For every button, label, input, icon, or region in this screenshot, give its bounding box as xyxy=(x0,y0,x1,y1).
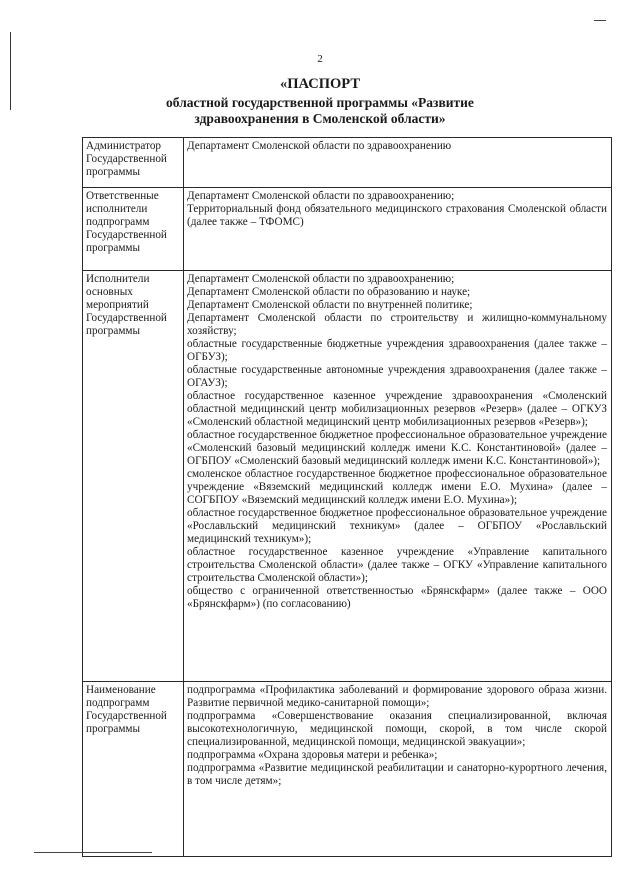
row-label xyxy=(83,682,184,857)
label-line: подпрограмм xyxy=(86,697,150,709)
content-item: Территориальный фонд обязательного медицинского страхования Смоленской области (далее также – ТФОМС) xyxy=(187,203,607,228)
label-line: исполнители xyxy=(86,203,148,215)
table-row-administrator xyxy=(83,138,612,188)
table-row-subprograms xyxy=(83,682,612,857)
document-subtitle-line-2: здравоохранения в Смоленской области» xyxy=(194,111,446,126)
label-line: Ответственные xyxy=(86,190,159,202)
content-item: подпрограмма «Профилактика заболеваний и формирование здорового образа жизни. Развитие первичной медико-санитарной помощи»; xyxy=(187,684,607,709)
footer-rule xyxy=(34,852,152,853)
label-line: программы xyxy=(86,242,140,254)
label-line: программы xyxy=(86,325,140,337)
label-line: мероприятий xyxy=(86,299,149,311)
content-item: областные государственные бюджетные учреждения здравоохранения (далее также – ОГБУЗ); xyxy=(187,338,607,363)
content-item: областное государственное бюджетное профессиональное образовательное учреждение «Рославльский медицинский техникум» (далее – ОГБПОУ «Рославльский медицинский техникум»); xyxy=(187,507,607,545)
row-content xyxy=(184,271,612,682)
table-row-responsible-executors xyxy=(83,188,612,271)
label-line: программы xyxy=(86,166,140,178)
content-item: областное государственное бюджетное профессиональное образовательное учреждение «Смоленский базовый медицинский колледж имени К.С. Константиновой» (далее – ОГБПОУ «Смоленский базовый медицинский колледж имени К.С. Константиновой»); xyxy=(187,429,607,467)
content-item: подпрограмма «Охрана здоровья матери и ребенка»; xyxy=(187,749,438,761)
label-line: Государственной xyxy=(86,312,167,324)
content-item: Департамент Смоленской области по внутренней политике; xyxy=(187,299,473,311)
document-subtitle-line-1: областной государственной программы «Развитие xyxy=(166,95,474,110)
content-item: Департамент Смоленской области по образованию и науке; xyxy=(187,286,471,298)
label-line: Исполнители xyxy=(86,273,150,285)
content-item: областное государственное казенное учреждение здравоохранения «Смоленский областной медицинский центр мобилизационных резервов «Резерв» (далее – ОГКУЗ «Смоленский областной медицинский центр мобилизационных резервов «Резерв»); xyxy=(187,390,607,428)
content-item: Департамент Смоленской области по здравоохранению; xyxy=(187,190,455,202)
content-item: подпрограмма «Совершенствование оказания специализированной, включая высокотехнологичную, медицинской помощи, скорой, в том числе скорой специализированной, медицинской помощи, медицинской эвакуации»; xyxy=(187,710,607,748)
label-line: Администратор xyxy=(86,140,162,152)
content-item: областное государственное казенное учреждение «Управление капитального строительства Смоленской области» (далее также – ОГКУ «Управление капитального строительства Смоленской области»); xyxy=(187,546,607,584)
row-label xyxy=(83,188,184,271)
content-item: Департамент Смоленской области по строительству и жилищно-коммунальному хозяйству; xyxy=(187,312,607,337)
row-label xyxy=(83,138,184,188)
document-title: «ПАСПОРТ xyxy=(279,76,360,92)
passport-table xyxy=(82,137,612,857)
row-content xyxy=(184,188,612,271)
table-row-main-activity-executors xyxy=(83,271,612,682)
content-item: общество с ограниченной ответственностью «Брянскфарм» (далее также – ООО «Брянскфарм») (по согласованию) xyxy=(187,585,607,610)
row-content xyxy=(184,682,612,857)
label-line: программы xyxy=(86,723,140,735)
label-line: основных xyxy=(86,286,133,298)
content-item: смоленское областное государственное бюджетное профессиональное образовательное учреждение «Вяземский медицинский колледж имени Е.О. Мухина» (далее – СОГБПОУ «Вяземский медицинский колледж имени Е.О. Мухина»); xyxy=(187,468,607,506)
page-number: 2 xyxy=(317,53,323,65)
label-line: Государственной xyxy=(86,710,167,722)
content-item: Департамент Смоленской области по здравоохранению xyxy=(187,140,452,152)
label-line: подпрограмм xyxy=(86,216,150,228)
label-line: Государственной xyxy=(86,229,167,241)
content-item: Департамент Смоленской области по здравоохранению; xyxy=(187,273,455,285)
label-line: Государственной xyxy=(86,153,167,165)
label-line: Наименование xyxy=(86,684,156,696)
row-content xyxy=(184,138,612,188)
corner-dash xyxy=(594,20,606,21)
row-label xyxy=(83,271,184,682)
content-item: подпрограмма «Развитие медицинской реабилитации и санаторно-курортного лечения, в том числе детям»; xyxy=(187,762,607,787)
content-item: областные государственные автономные учреждения здравоохранения (далее также – ОГАУЗ); xyxy=(187,364,607,389)
